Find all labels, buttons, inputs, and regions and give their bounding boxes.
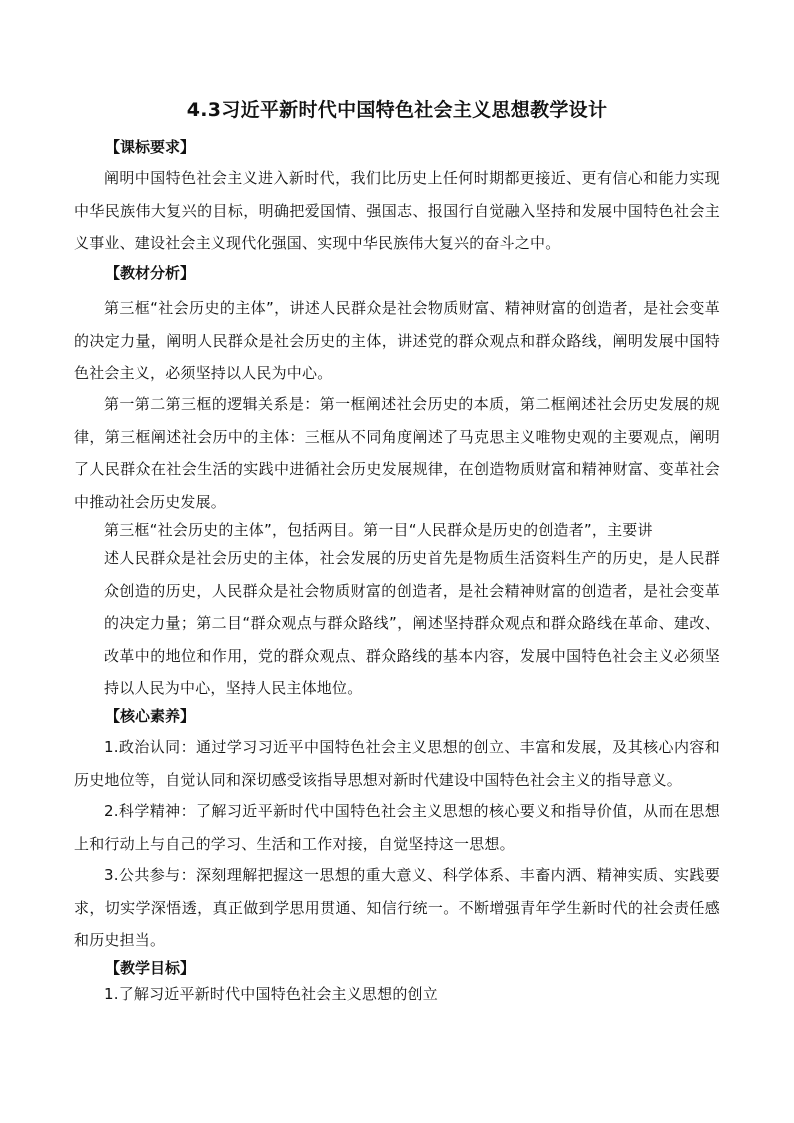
paragraph-literacy-1: 1.政治认同：通过学习习近平中国特色社会主义思想的创立、丰富和发展，及其核心内容和历史地位等，自觉认同和深切感受该指导思想对新时代建设中国特色社会主义的指导意义。	[74, 738, 720, 789]
paragraph-literacy-3: 3.公共参与：深刻理解把握这一思想的重大意义、科学体系、丰畜内洒、精神实质、实践要求，切实学深悟透，真正做到学思用贯通、知信行统一。不断增强青年学生新时代的社会责任感和历史担当。	[74, 866, 720, 950]
paragraph-analysis-3-first-line: 第三框“社会历史的主体”，包括两目。第一目“人民群众是历史的创造者”，主要讲	[104, 521, 653, 539]
paragraph-analysis-3: 述人民群众是社会历史的主体，社会发展的历史首先是物质生活资料生产的历史，是人民群众创造的历史，人民群众是社会物质财富的创造者，是社会精神财富的创造者，是社会变革的决定力量；第二目“群众观点与群众路线”，阐述坚持群众观点和群众路线在革命、建改、改革中的地位和作用，党的群众观点、群众路线的基本内容，发展中国特色社会主义必须坚持以人民为中心，坚持人民主体地位。	[104, 549, 720, 698]
paragraph-curriculum: 阐明中国特色社会主义进入新时代，我们比历史上任何时期都更接近、更有信心和能力实现中华民族伟大复兴的目标，明确把爱国情、强国志、报国行自觉融入坚持和发展中国特色社会主义事业、建设社会主义现代化强国、实现中华民族伟大复兴的奋斗之中。	[74, 169, 720, 253]
goal-item-1: 1.了解习近平新时代中国特色社会主义思想的创立	[104, 985, 438, 1003]
paragraph-literacy-2: 2.科学精神：了解习近平新时代中国特色社会主义思想的核心要义和指导价值，从而在思想上和行动上与自己的学习、生活和工作对接，自觉坚持这一思想。	[74, 802, 720, 853]
document-title: 4.3习近平新时代中国特色社会主义思想教学设计	[186, 99, 608, 121]
section-heading-curriculum: 【课标要求】	[105, 138, 196, 156]
paragraph-analysis-2: 第一第二第三框的逻辑关系是：第一框阐述社会历史的本质，第二框阐述社会历史发展的规律，第三框阐述社会历中的主体：三框从不同角度阐述了马克思主义唯物史观的主要观点，阐明了人民群众在社会生活的实践中进循社会历史发展规律，在创造物质财富和精神财富、变革社会中推动社会历史发展。	[74, 395, 720, 511]
section-heading-literacy: 【核心素养】	[105, 707, 196, 725]
paragraph-analysis-1: 第三框“社会历史的主体”，讲述人民群众是社会物质财富、精神财富的创造者，是社会变革的决定力量，阐明人民群众是社会历史的主体，讲述党的群众观点和群众路线，阐明发展中国特色社会主义，必须坚持以人民为中心。	[74, 299, 720, 383]
section-heading-analysis: 【教材分析】	[105, 264, 196, 282]
section-heading-goals: 【教学目标】	[105, 959, 196, 977]
